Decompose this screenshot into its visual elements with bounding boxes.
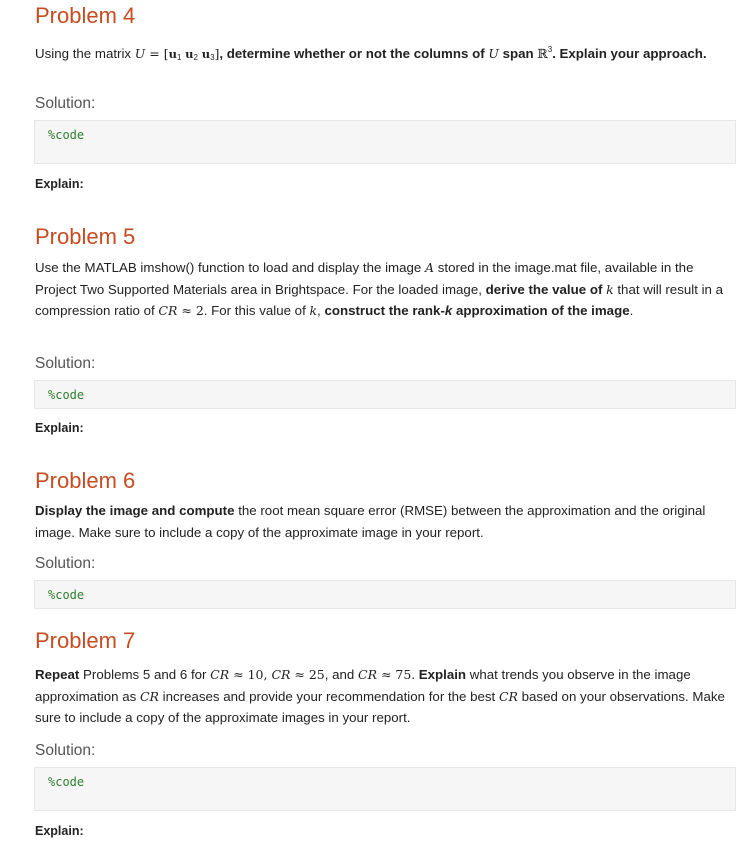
problem-6-title: Problem 6 (35, 468, 136, 493)
problem-4-code-box[interactable] (34, 120, 736, 164)
problem-7-code-box[interactable] (34, 767, 736, 811)
problem-7-explain-label: Explain: (35, 824, 84, 838)
problem-5-code-box[interactable] (34, 380, 736, 409)
problem-5-text: Use the MATLAB imshow() function to load and display the image A stored in the image.mat file, available in the Project Two Supported Materials area in Brightspace. For the loaded image, derive the value of k that will result in a compression ratio of CR ≈ 2. For this value of k, construct the rank-k approximation of the image. (35, 260, 724, 318)
problem-4-code: %code (48, 128, 85, 142)
problem-4-text: Using the matrix U = [u1 u2 u3], determine whether or not the columns of U span ℝ$^3$. Explain your approach. (35, 45, 707, 62)
problem-5-code: %code (48, 388, 85, 402)
problem-7-text: Repeat Problems 5 and 6 for CR ≈ 10, CR ≈ 25, and CR ≈ 75. Explain what trends you observe in the image approximation as CR increases and provide your recommendation for the best CR based on your observations. Make sure to include a copy of the approximate images in your report. (35, 667, 725, 725)
problem-6-text: Display the image and compute the root mean square error (RMSE) between the approximation and the original image. Make sure to include a copy of the approximate image in your report. (35, 503, 706, 540)
problem-7-code: %code (48, 775, 85, 789)
problem-6-code-box[interactable] (34, 580, 736, 609)
problem-5-solution-label: Solution: (35, 355, 96, 372)
problem-4-solution-label: Solution: (35, 95, 96, 112)
problem-4-explain-label: Explain: (35, 177, 84, 191)
problem-4-title: Problem 4 (35, 3, 136, 28)
problem-6-code: %code (48, 588, 85, 602)
problem-5-title: Problem 5 (35, 224, 136, 249)
problem-7-title: Problem 7 (35, 628, 136, 653)
problem-7-solution-label: Solution: (35, 742, 96, 759)
problem-6-solution-label: Solution: (35, 555, 96, 572)
problem-5-explain-label: Explain: (35, 421, 84, 435)
